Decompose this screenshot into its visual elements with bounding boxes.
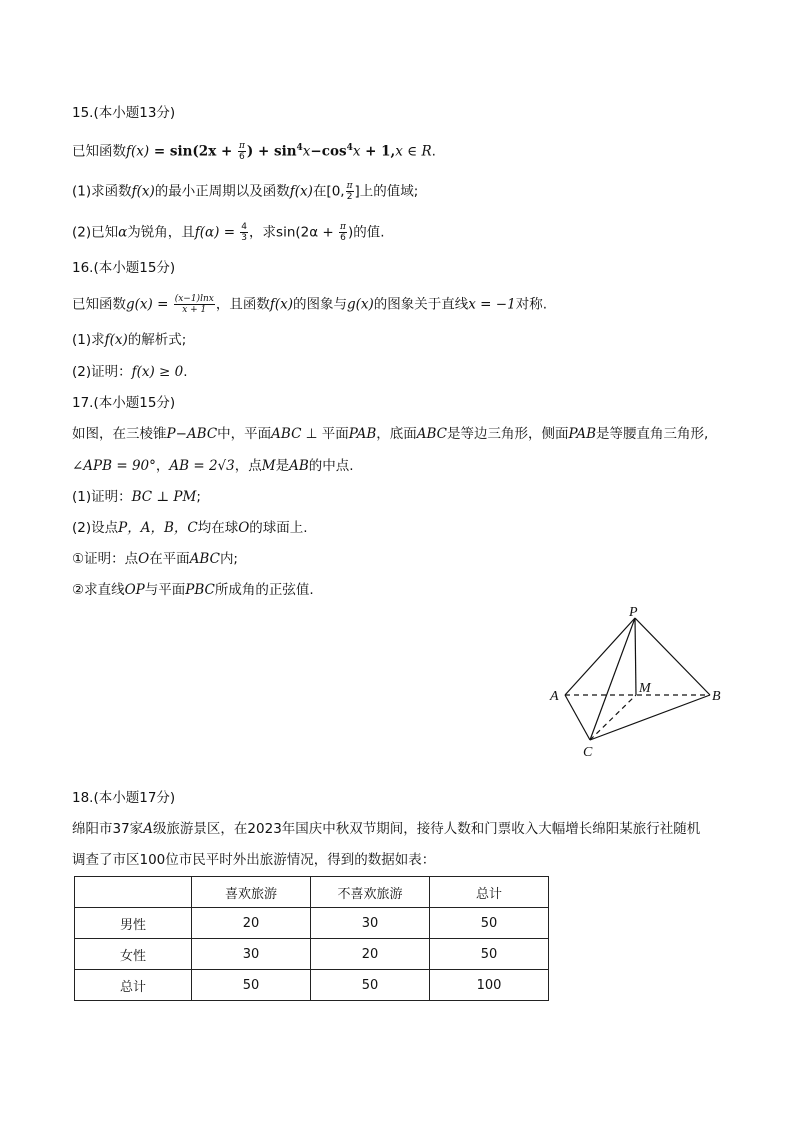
frac-den: x + 1 [182, 305, 207, 315]
math: ABC [416, 426, 448, 442]
text: 绵阳市37家 [72, 821, 144, 837]
math: O [238, 520, 250, 536]
q15-stem [72, 138, 436, 162]
q17-stem-2 [72, 456, 354, 476]
table-row [75, 970, 549, 1001]
text: )的值. [347, 224, 385, 241]
edge-ap [565, 618, 635, 695]
text: 在[0, [312, 183, 345, 200]
math: f(x) [104, 332, 128, 348]
exponent: 4 [296, 143, 303, 153]
text: (2)设点 [72, 520, 119, 536]
text: 是等腰直角三角形, [596, 426, 709, 442]
label-c: C [583, 745, 593, 760]
text: . [183, 364, 188, 380]
table-cell: 总计 [75, 970, 192, 1001]
label-b: B [712, 689, 721, 704]
frac-num: 4 [241, 222, 248, 232]
table-header-cell: 不喜欢旅游 [311, 877, 430, 908]
fraction [238, 141, 246, 162]
table-cell: 男性 [75, 908, 192, 939]
table-header-cell: 总计 [430, 877, 549, 908]
text: 是 [275, 458, 290, 474]
math: x [352, 143, 361, 160]
q18-stem-2: 调查了市区100位市民平时外出旅游情况，得到的数据如表： [72, 852, 436, 868]
text: ， [155, 458, 170, 474]
text: 对称. [515, 296, 547, 313]
math-fx: f(x) [131, 183, 155, 200]
math: = [152, 296, 173, 313]
table-cell: 50 [430, 939, 549, 970]
text: (1)求 [72, 332, 105, 348]
text: ①证明：点 [72, 551, 139, 567]
math: = sin(2x + [149, 143, 237, 160]
edge-pc [590, 618, 635, 740]
text: (1)证明： [72, 489, 132, 505]
table-cell: 20 [192, 908, 311, 939]
table-cell: 30 [192, 939, 311, 970]
label-a: A [550, 689, 559, 704]
table-header-row [75, 877, 549, 908]
q18-stem-1 [72, 819, 700, 839]
fraction [346, 181, 354, 202]
text: ，点 [234, 458, 262, 474]
frac-num: π [346, 181, 353, 191]
text: 已知函数 [72, 296, 126, 313]
text: (2)证明： [72, 364, 132, 380]
math: f(x) [269, 296, 293, 313]
text: 所成角的正弦值. [214, 582, 314, 598]
text: . [431, 143, 436, 160]
math: g(x) [126, 296, 153, 313]
math: f(x) ≥ 0 [131, 364, 184, 380]
text: 为锐角，且 [127, 224, 195, 241]
q15-part2 [72, 222, 385, 243]
text: 已知函数 [72, 143, 126, 160]
q15-header: 15.(本小题13分) [72, 105, 176, 121]
segment-pm [635, 618, 636, 695]
math: PAB [348, 426, 377, 442]
q17-sub2 [72, 580, 314, 600]
q17-sub1 [72, 549, 238, 569]
math: α [118, 224, 128, 241]
label-m: M [639, 681, 651, 696]
table-cell: 100 [430, 970, 549, 1001]
math: M [261, 458, 276, 474]
math: AB [289, 458, 309, 474]
table-cell: 50 [311, 970, 430, 1001]
math-fx: f(x) [126, 143, 150, 160]
text: ]上的值域; [354, 183, 419, 200]
fraction [174, 294, 215, 315]
edge-cb [590, 695, 710, 740]
table-cell: 20 [311, 939, 430, 970]
table-row [75, 908, 549, 939]
math: ∠APB = 90° [72, 458, 156, 474]
table-cell: 50 [192, 970, 311, 1001]
math: x = −1 [468, 296, 516, 313]
frac-num: π [340, 222, 346, 232]
math: ABC [271, 426, 302, 442]
q17-stem-1 [72, 424, 708, 444]
text: (1)求函数 [72, 183, 132, 200]
math: BC ⊥ PM [131, 489, 197, 505]
math: A [143, 821, 153, 837]
math: AB = 2√3 [169, 458, 235, 474]
q18-header: 18.(本小题17分) [72, 790, 176, 806]
text: 如图，在三棱锥 [72, 426, 167, 442]
math: x ∈ R [395, 143, 432, 160]
math: + 1, [360, 143, 396, 160]
math: −cos [310, 143, 347, 160]
q17-part1 [72, 487, 201, 507]
frac-den: 6 [239, 152, 245, 162]
math: PAB [568, 426, 597, 442]
text: ; [196, 489, 201, 505]
q16-part2 [72, 362, 188, 382]
math: f(α) = [194, 224, 240, 241]
math: OP [124, 582, 145, 598]
math: ABC [189, 551, 220, 567]
text: 的球面上. [249, 520, 308, 536]
q17-header: 17.(本小题15分) [72, 395, 176, 411]
math: P−ABC [166, 426, 218, 442]
pyramid-figure [540, 600, 740, 765]
table-cell: 30 [311, 908, 430, 939]
text: 是等边三角形，侧面 [447, 426, 569, 442]
table-cell: 女性 [75, 939, 192, 970]
text: 的中点. [308, 458, 354, 474]
text: ⊥ 平面 [301, 426, 349, 442]
text: 的图象关于直线 [373, 296, 469, 313]
q16-stem [72, 294, 547, 315]
label-p: P [629, 605, 638, 620]
q16-part1 [72, 330, 186, 350]
text: ，底面 [376, 426, 417, 442]
math: g(x) [346, 296, 374, 313]
math: O [138, 551, 150, 567]
text: 在平面 [149, 551, 190, 567]
math-fx: f(x) [289, 183, 313, 200]
text: ②求直线 [72, 582, 125, 598]
text: 的解析式; [127, 332, 187, 348]
text: 均在球 [197, 520, 239, 536]
segment-cm-hidden [590, 695, 636, 740]
math: ) + sin [246, 143, 297, 160]
frac-den: 6 [340, 233, 346, 243]
text: 级旅游景区，在2023年国庆中秋双节期间，接待人数和门票收入大幅增长绵阳某旅行社随机 [152, 821, 701, 837]
exponent: 4 [346, 143, 353, 153]
math: PBC [185, 582, 215, 598]
table-header-cell [75, 877, 192, 908]
text: 中，平面 [217, 426, 272, 442]
table-row [75, 939, 549, 970]
q16-header: 16.(本小题15分) [72, 260, 176, 276]
survey-table [74, 876, 549, 1001]
frac-den: 3 [241, 233, 248, 243]
fraction [240, 222, 248, 243]
fraction [339, 222, 347, 243]
text: 的最小正周期以及函数 [154, 183, 290, 200]
math: x [302, 143, 311, 160]
q15-part1 [72, 181, 418, 202]
text: 内; [219, 551, 238, 567]
table-cell: 50 [430, 908, 549, 939]
frac-num: (x−1)lnx [174, 294, 214, 304]
q17-part2 [72, 518, 308, 538]
frac-num: π [238, 141, 245, 151]
math: P，A，B，C [118, 520, 198, 536]
frac-den: 2 [346, 192, 353, 202]
text: ，求sin(2α + [249, 224, 339, 241]
text: ，且函数 [215, 296, 270, 313]
text: 与平面 [144, 582, 186, 598]
text: (2)已知 [72, 224, 119, 241]
table-header-cell: 喜欢旅游 [192, 877, 311, 908]
edge-ac [565, 695, 590, 740]
text: 的图象与 [292, 296, 347, 313]
